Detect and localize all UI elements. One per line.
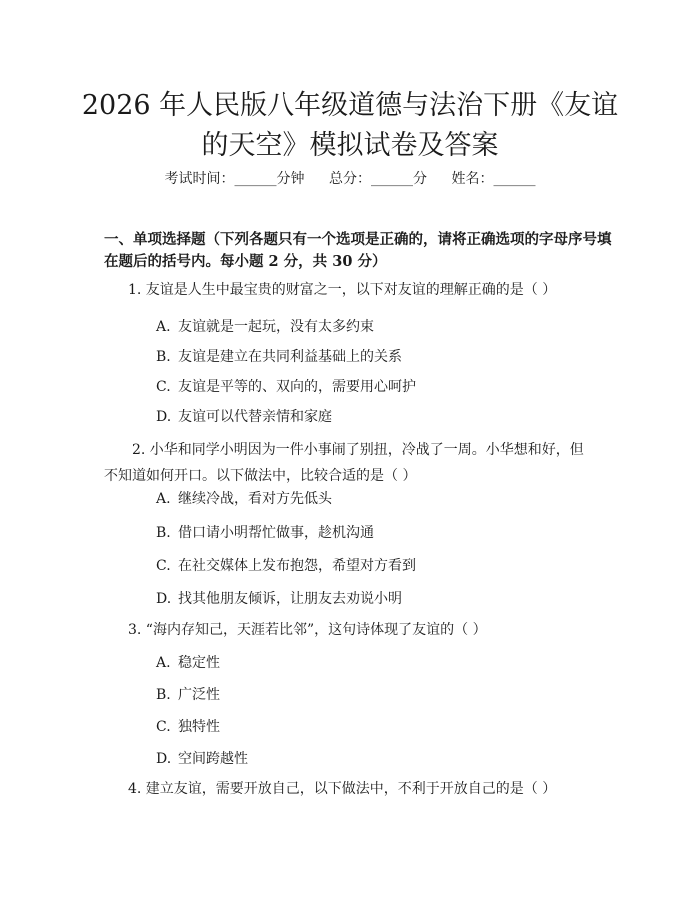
- option-letter: B.: [156, 349, 171, 365]
- question-3-option-d: [156, 748, 248, 770]
- question-1-option-a: [156, 316, 374, 338]
- option-letter: B.: [156, 687, 171, 703]
- option-letter: B.: [156, 525, 171, 541]
- option-letter: D.: [156, 751, 172, 767]
- option-text: 空间跨越性: [178, 751, 248, 767]
- option-text: 稳定性: [178, 655, 220, 671]
- option-text: 广泛性: [178, 687, 220, 703]
- question-4-stem: 4. 建立友谊，需要开放自己，以下做法中，不利于开放自己的是（ ）: [128, 781, 557, 797]
- option-text: 友谊可以代替亲情和家庭: [178, 409, 332, 425]
- option-letter: D.: [156, 591, 172, 607]
- option-text: 继续冷战，看对方先低头: [178, 491, 332, 507]
- total-score-field: 总分：______分: [329, 171, 427, 187]
- question-1-option-c: [156, 376, 416, 398]
- page-title-line-2: 的天空》模拟试卷及答案: [201, 130, 499, 161]
- option-letter: C.: [156, 719, 171, 735]
- option-text: 友谊是建立在共同利益基础上的关系: [178, 349, 402, 365]
- question-1-option-d: [156, 406, 332, 428]
- question-3-option-c: [156, 716, 220, 738]
- question-2-option-b: [156, 522, 374, 544]
- option-text: 独特性: [178, 719, 220, 735]
- question-3-option-b: [156, 684, 220, 706]
- option-text: 在社交媒体上发布抱怨，希望对方看到: [178, 558, 416, 574]
- question-2-option-c: [156, 555, 416, 577]
- exam-time-field: 考试时间：______分钟: [164, 171, 305, 187]
- question-2-option-a: [156, 488, 332, 510]
- option-letter: A.: [156, 491, 171, 507]
- name-field: 姓名：______: [451, 171, 536, 187]
- question-2-stem: 2. 小华和同学小明因为一件小事闹了别扭，冷战了一周。小华想和好，但不知道如何开口。以下做法中，比较合适的是（ ）: [104, 442, 584, 484]
- page-title-line-1: 2026 年人民版八年级道德与法治下册《友谊: [81, 90, 619, 121]
- option-letter: D.: [156, 409, 172, 425]
- question-3-stem: 3. “海内存知己，天涯若比邻”，这句诗体现了友谊的（ ）: [128, 622, 487, 638]
- option-text: 借口请小明帮忙做事，趁机沟通: [178, 525, 374, 541]
- question-2-option-d: [156, 588, 402, 610]
- option-text: 友谊就是一起玩，没有太多约束: [178, 319, 374, 335]
- option-letter: C.: [156, 379, 171, 395]
- exam-meta: [0, 168, 700, 188]
- question-1-stem: 1. 友谊是人生中最宝贵的财富之一，以下对友谊的理解正确的是（ ）: [128, 282, 557, 298]
- question-3-option-a: [156, 652, 220, 674]
- option-letter: A.: [156, 319, 171, 335]
- question-1-option-b: [156, 346, 402, 368]
- section-heading: 一、单项选择题（下列各题只有一个选项是正确的，请将正确选项的字母序号填在题后的括号内。每小题 2 分，共 30 分）: [104, 231, 612, 270]
- option-letter: C.: [156, 558, 171, 574]
- option-text: 友谊是平等的、双向的，需要用心呵护: [178, 379, 416, 395]
- option-text: 找其他朋友倾诉，让朋友去劝说小明: [178, 591, 402, 607]
- option-letter: A.: [156, 655, 171, 671]
